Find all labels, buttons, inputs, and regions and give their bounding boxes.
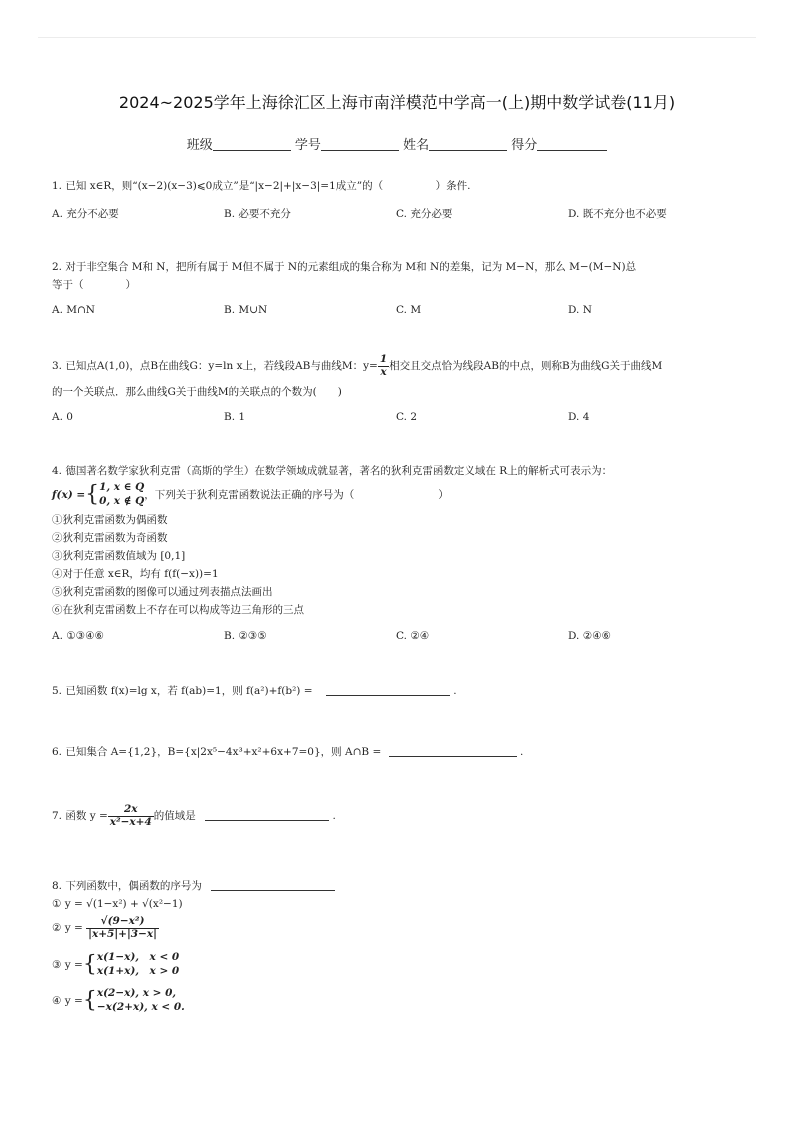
q4-cases <box>99 481 144 508</box>
q4-item-2: ②狄利克雷函数为奇函数 <box>52 532 168 544</box>
q5-period: . <box>453 685 457 697</box>
question-3-stem-line2: 的一个关联点．那么曲线G关于曲线M的关联点的个数为( ) <box>52 386 342 398</box>
student-id-label: 学号 <box>294 138 321 153</box>
q5-answer-blank[interactable] <box>326 683 450 696</box>
q6-period: . <box>519 746 524 758</box>
q3-option-b[interactable]: B. 1 <box>224 411 246 423</box>
q8-function-4 <box>52 984 752 1018</box>
q8-f3-lhs: ③ y = <box>52 959 83 972</box>
question-5 <box>52 683 752 699</box>
q4-item-5: ⑤狄利克雷函数的图像可以通过列表描点法画出 <box>52 586 273 598</box>
header-divider <box>38 37 756 38</box>
q3-fraction <box>378 354 389 378</box>
q8-f4-case-1: x(2−x), x > 0, <box>96 987 177 1000</box>
q4-stem-tail: ，下列关于狄利克雷函数说法正确的序号为（ ） <box>144 489 449 502</box>
q8-f4-case-2: −x(2+x), x < 0. <box>96 1001 185 1014</box>
q2-option-c[interactable]: C. M <box>396 304 422 316</box>
question-2-stem-line1: 2. 对于非空集合 M和 N，把所有属于 M但不属于 N的元素组成的集合称为 M和 N的差集，记为 M−N，那么 M−(M−N)总 <box>52 261 637 273</box>
q7-frac-den: x²−x+4 <box>109 815 152 828</box>
q8-f2-lhs: ② y = <box>52 922 83 935</box>
question-8-stem <box>52 878 752 894</box>
score-label: 得分 <box>511 138 538 153</box>
q7-answer-blank[interactable] <box>205 808 329 821</box>
question-2-stem-line2: 等于（ ） <box>52 279 136 291</box>
q4-case-1: 1, x ∈ Q <box>99 481 145 494</box>
score-blank[interactable] <box>537 136 607 151</box>
q7-prefix: 7. 函数 y = <box>52 810 108 823</box>
q4-func-lhs: f(x) = <box>52 489 86 502</box>
q3-option-a[interactable]: A. 0 <box>52 411 73 423</box>
q8-f4-brace: { <box>82 988 97 1013</box>
question-6 <box>52 744 752 760</box>
q8-f2-num: √(9−x²) <box>86 916 159 929</box>
q5-stem: 5. 已知函数 f(x)=lg x，若 f(ab)=1，则 f(a²)+f(b²) = <box>52 685 313 697</box>
question-3-options <box>52 411 752 427</box>
q8-f3-case-2: x(1+x), x > 0 <box>96 965 180 978</box>
q4-option-b[interactable]: B. ②③⑤ <box>224 630 267 642</box>
page-title: 2024~2025学年上海徐汇区上海市南洋模范中学高一(上)期中数学试卷(11月) <box>118 93 676 112</box>
q4-option-a[interactable]: A. ①③④⑥ <box>52 630 104 642</box>
q3-option-c[interactable]: C. 2 <box>396 411 418 423</box>
q7-frac-num: 2x <box>108 804 154 817</box>
q4-brace: { <box>85 482 100 507</box>
q8-function-1: ① y = √(1−x²) + √(x²−1) <box>52 898 183 910</box>
question-2-options <box>52 304 752 320</box>
question-4-stem-line2 <box>52 478 752 512</box>
q7-fraction <box>108 804 154 828</box>
q1-option-c[interactable]: C. 充分必要 <box>396 208 453 220</box>
q2-option-a[interactable]: A. M∩N <box>52 304 95 316</box>
q1-option-b[interactable]: B. 必要不充分 <box>224 208 291 220</box>
name-blank[interactable] <box>429 136 507 151</box>
q2-option-b[interactable]: B. M∪N <box>224 304 268 316</box>
class-label: 班级 <box>186 138 213 153</box>
q8-f4-cases <box>97 987 185 1014</box>
q3-text-b: 相交且交点恰为线段AB的中点，则称B为曲线G关于曲线M <box>389 360 663 373</box>
q3-frac-num: 1 <box>379 353 388 365</box>
q4-case-2: 0, x ∉ Q <box>99 495 145 508</box>
question-4-options <box>52 630 752 646</box>
q8-f3-case-1: x(1−x), x < 0 <box>96 951 180 964</box>
q8-function-2 <box>52 916 752 940</box>
q8-answer-blank[interactable] <box>211 878 335 891</box>
question-1-stem: 1. 已知 x∈R，则“(x−2)(x−3)⩽0成立”是“|x−2|+|x−3|=1成立”的（ ）条件. <box>52 180 471 192</box>
q8-f2-fraction <box>86 916 159 940</box>
q8-f3-cases <box>97 951 179 978</box>
q3-option-d[interactable]: D. 4 <box>568 411 590 423</box>
q2-option-d[interactable]: D. N <box>568 304 592 316</box>
q1-option-a[interactable]: A. 充分不必要 <box>52 208 119 220</box>
student-info-row <box>0 134 794 153</box>
q8-function-3 <box>52 948 752 982</box>
q1-option-d[interactable]: D. 既不充分也不必要 <box>568 208 667 220</box>
question-7 <box>52 804 752 828</box>
q4-option-d[interactable]: D. ②④⑥ <box>568 630 611 642</box>
q6-stem: 6. 已知集合 A={1,2}，B={x|2x⁵−4x³+x²+6x+7=0}，则 A∩B = <box>52 746 382 758</box>
q7-suffix: 的值域是 <box>153 810 196 823</box>
q3-frac-den: x <box>380 365 387 378</box>
q3-text-a: 3. 已知点A(1,0)，点B在曲线G：y=ln x上，若线段AB与曲线M：y= <box>52 360 378 373</box>
q8-stem-text: 8. 下列函数中，偶函数的序号为 <box>52 880 202 892</box>
q4-item-1: ①狄利克雷函数为偶函数 <box>52 514 168 526</box>
q6-answer-blank[interactable] <box>389 744 517 757</box>
q8-f3-brace: { <box>82 952 97 977</box>
question-3-stem-line1 <box>52 354 752 378</box>
q4-item-4: ④对于任意 x∈R，均有 f(f(−x))=1 <box>52 568 219 580</box>
name-label: 姓名 <box>403 138 430 153</box>
q4-item-3: ③狄利克雷函数值域为 [0,1] <box>52 550 186 562</box>
student-id-blank[interactable] <box>321 136 399 151</box>
question-4-stem-line1: 4. 德国著名数学家狄利克雷（高斯的学生）在数学领域成就显著，著名的狄利克雷函数定义域在 R上的解析式可表示为： <box>52 465 613 477</box>
class-blank[interactable] <box>213 136 291 151</box>
q7-period: . <box>332 810 336 823</box>
q4-option-c[interactable]: C. ②④ <box>396 630 430 642</box>
q8-f4-lhs: ④ y = <box>52 995 83 1008</box>
q8-f2-den: |x+5|+|3−x| <box>88 927 157 940</box>
question-1-options <box>52 206 752 222</box>
q4-item-6: ⑥在狄利克雷函数上不存在可以构成等边三角形的三点 <box>52 604 304 616</box>
